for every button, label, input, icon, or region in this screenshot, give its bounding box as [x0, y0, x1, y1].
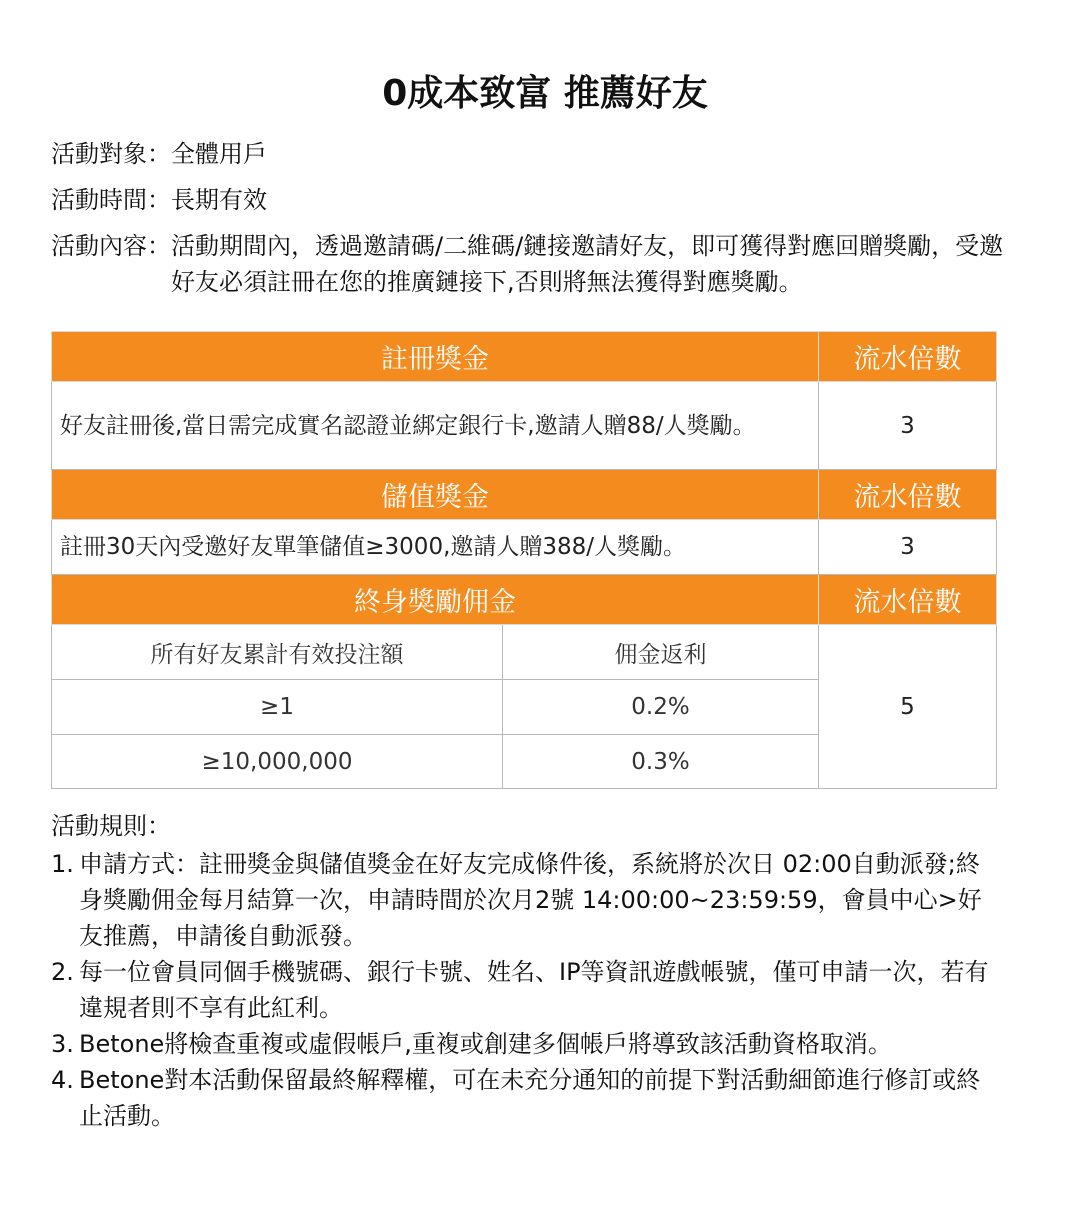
- rules-list: [51, 846, 1001, 1134]
- list-item: [51, 846, 1001, 954]
- bet-amount-tier: ≥10,000,000: [52, 735, 503, 789]
- lifetime-commission-header: 終身獎勵佣金: [52, 575, 819, 625]
- activity-target: [51, 136, 1011, 172]
- list-item: [51, 1062, 1001, 1134]
- rebate-rate: 0.2%: [503, 680, 819, 735]
- page-title: 0成本致富 推薦好友: [382, 73, 708, 114]
- activity-content: [51, 228, 1011, 300]
- registration-header-row: [52, 332, 997, 382]
- activity-time-value: 長期有效: [171, 186, 267, 214]
- rule-text: 申請方式：註冊獎金與儲值獎金在好友完成條件後，系統將於次日 02:00自動派發;終身獎勵佣金每月結算一次，申請時間於次月2號 14:00:00~23:59:59，會員中心>好友推薦，申請後自動派發。: [79, 850, 982, 950]
- rule-index: 4.: [51, 1066, 74, 1094]
- rewards-table: [51, 331, 997, 789]
- rebate-rate: 0.3%: [503, 735, 819, 789]
- deposit-row: [52, 520, 997, 575]
- activity-content-value: 活動期間內，透過邀請碼/二維碼/鏈接邀請好友，即可獲得對應回贈獎勵，受邀好友必須註冊在您的推廣鏈接下,否則將無法獲得對應獎勵。: [171, 232, 1004, 296]
- deposit-bonus-description: 註冊30天內受邀好友單筆儲值≥3000,邀請人贈388/人獎勵。: [52, 520, 819, 575]
- rule-index: 1.: [51, 850, 74, 878]
- activity-time-label: 活動時間：: [51, 186, 171, 214]
- activity-target-value: 全體用戶: [171, 140, 267, 168]
- activity-target-label: 活動對象：: [51, 140, 171, 168]
- registration-turnover-header: 流水倍數: [819, 332, 997, 382]
- activity-time: [51, 182, 1011, 218]
- registration-row: [52, 382, 997, 470]
- activity-content-label: 活動內容：: [51, 232, 171, 260]
- deposit-header-row: [52, 470, 997, 520]
- cumulative-bet-header: 所有好友累計有效投注額: [52, 625, 503, 680]
- bet-amount-tier: ≥1: [52, 680, 503, 735]
- list-item: [51, 954, 1001, 1026]
- rules-title: 活動規則：: [51, 812, 171, 840]
- deposit-turnover-value: 3: [819, 520, 997, 575]
- deposit-bonus-header: 儲值獎金: [52, 470, 819, 520]
- lifetime-turnover-value: 5: [819, 625, 997, 789]
- rule-text: Betone對本活動保留最終解釋權，可在未充分通知的前提下對活動細節進行修訂或終止活動。: [79, 1066, 981, 1130]
- lifetime-turnover-header: 流水倍數: [819, 575, 997, 625]
- commission-rebate-header: 佣金返利: [503, 625, 819, 680]
- rule-text: Betone將檢查重複或虛假帳戶,重複或創建多個帳戶將導致該活動資格取消。: [79, 1030, 892, 1058]
- rule-text: 每一位會員同個手機號碼、銀行卡號、姓名、IP等資訊遊戲帳號，僅可申請一次，若有違規者則不享有此紅利。: [79, 958, 989, 1022]
- rule-index: 3.: [51, 1030, 74, 1058]
- rules-section: [51, 808, 1001, 1134]
- lifetime-header-row: [52, 575, 997, 625]
- list-item: [51, 1026, 1001, 1062]
- rule-index: 2.: [51, 958, 74, 986]
- lifetime-subheader-row: [52, 625, 997, 680]
- registration-bonus-header: 註冊獎金: [52, 332, 819, 382]
- registration-turnover-value: 3: [819, 382, 997, 470]
- deposit-turnover-header: 流水倍數: [819, 470, 997, 520]
- registration-bonus-description: 好友註冊後,當日需完成實名認證並綁定銀行卡,邀請人贈88/人獎勵。: [52, 382, 819, 470]
